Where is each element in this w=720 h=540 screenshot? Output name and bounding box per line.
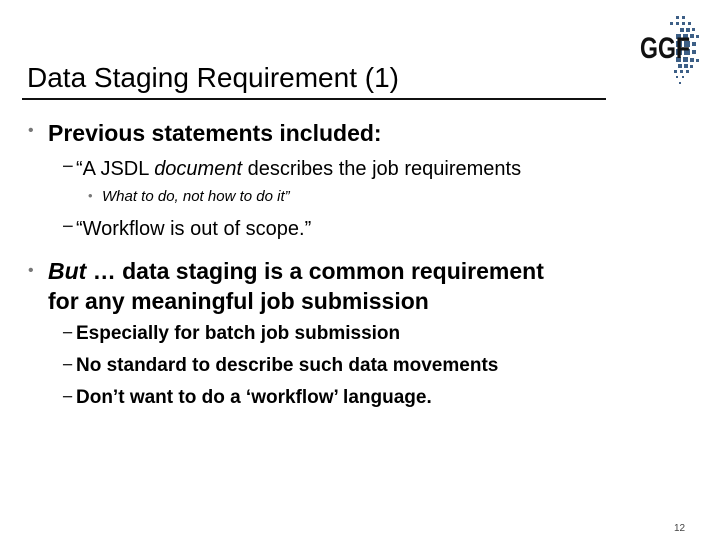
dash-icon: − xyxy=(62,355,74,376)
page-number: 12 xyxy=(674,523,686,534)
bullet-dot-icon: • xyxy=(28,122,34,139)
bullet-1-sub-2: “Workflow is out of scope.” xyxy=(76,218,312,240)
bullet-2-sub-2: No standard to describe such data movements xyxy=(76,355,499,376)
bullet-1-sub-1: “A JSDL document describes the job requirements xyxy=(76,158,522,180)
slide-title: Data Staging Requirement (1) xyxy=(27,62,399,93)
bullet-2-line-1: But … data staging is a common requirement xyxy=(48,258,544,284)
bullet-2-line-2: for any meaningful job submission xyxy=(48,288,429,314)
bullet-1-text: Previous statements included: xyxy=(48,120,382,146)
bullet-2-sub-3: Don’t want to do a ‘workflow’ language. xyxy=(76,387,432,408)
bullet-dot-icon: • xyxy=(88,188,93,203)
dash-icon: − xyxy=(62,156,74,178)
dash-icon: − xyxy=(62,387,74,408)
bullet-1-sub-1-detail: What to do, not how to do it” xyxy=(102,188,290,205)
bullet-dot-icon: • xyxy=(28,262,34,279)
bullet-2-sub-1: Especially for batch job submission xyxy=(76,323,401,344)
logo-text: GGF xyxy=(640,32,690,65)
ggf-logo xyxy=(636,14,700,88)
dash-icon: − xyxy=(62,323,74,344)
dash-icon: − xyxy=(62,216,74,238)
title-underline xyxy=(22,98,606,100)
